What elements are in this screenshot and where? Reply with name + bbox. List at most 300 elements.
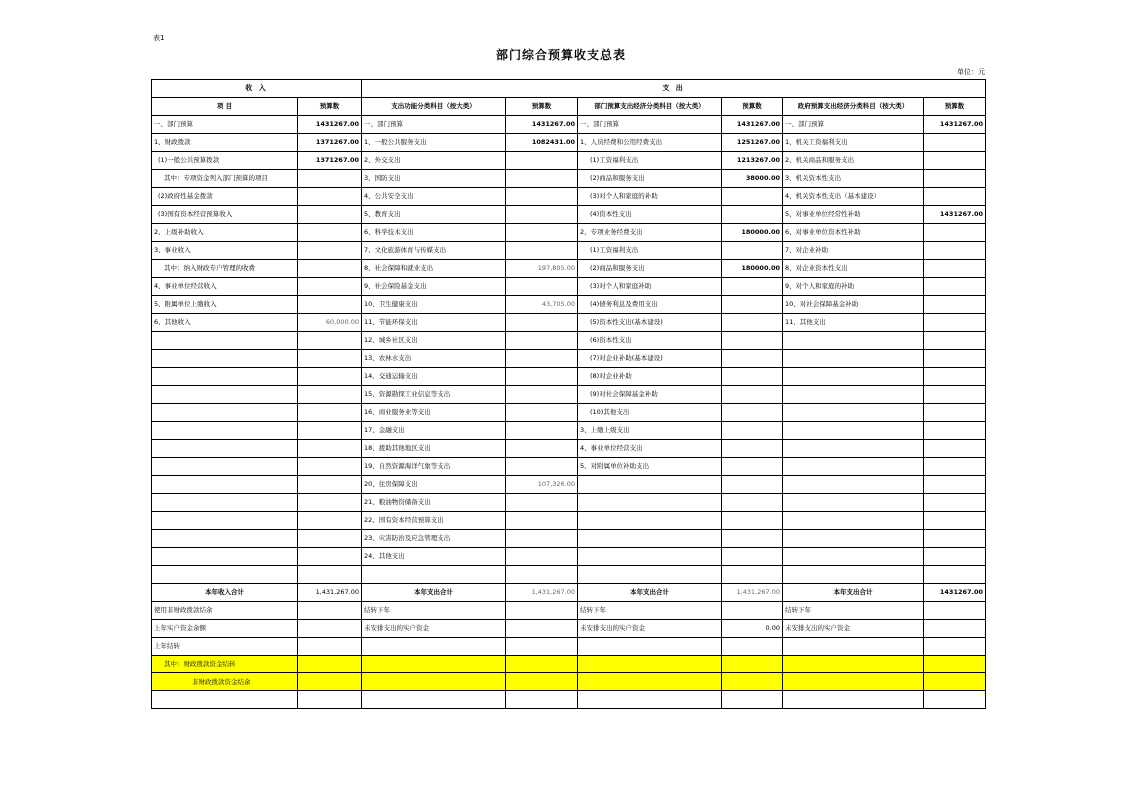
- table-row: [152, 277, 986, 295]
- table-cell: 10、对社会保障基金补助: [783, 295, 924, 313]
- col-header: 预算数: [722, 97, 783, 115]
- table-cell: (4)资本性支出: [578, 205, 722, 223]
- table-cell: [924, 601, 986, 619]
- table-row: [152, 133, 986, 151]
- table-cell: [506, 313, 578, 331]
- table-cell: [722, 547, 783, 565]
- col-header: 支出功能分类科目（按大类）: [362, 97, 506, 115]
- table-cell: [506, 511, 578, 529]
- table-cell: [578, 493, 722, 511]
- table-cell: 60,000.00: [298, 313, 362, 331]
- table-cell: [924, 367, 986, 385]
- table-cell: [722, 313, 783, 331]
- table-cell: 3、上缴上级支出: [578, 421, 722, 439]
- col-header: 预算数: [924, 97, 986, 115]
- table-row: [152, 439, 986, 457]
- table-row: [152, 349, 986, 367]
- table-cell: 1、机关工资福利支出: [783, 133, 924, 151]
- table-cell: [578, 655, 722, 673]
- table-cell: (1)一般公共预算拨款: [152, 151, 298, 169]
- table-cell: [924, 133, 986, 151]
- table-cell: [783, 421, 924, 439]
- table-cell: [298, 529, 362, 547]
- table-cell: 4、公共安全支出: [362, 187, 506, 205]
- table-cell: [362, 691, 506, 709]
- table-cell: [722, 457, 783, 475]
- table-cell: [924, 439, 986, 457]
- footer-row: [152, 637, 986, 655]
- table-row: [152, 223, 986, 241]
- page-title: 部门综合预算收支总表: [495, 48, 626, 62]
- table-cell: 一、部门预算: [362, 115, 506, 133]
- table-cell: 1431267.00: [924, 205, 986, 223]
- table-cell: [578, 511, 722, 529]
- table-cell: [506, 277, 578, 295]
- table-cell: 17、金融支出: [362, 421, 506, 439]
- table-cell: [152, 367, 298, 385]
- table-cell: 21、粮油物资储备支出: [362, 493, 506, 511]
- table-row: [152, 151, 986, 169]
- table-cell: 197,805.00: [506, 259, 578, 277]
- table-cell: [924, 187, 986, 205]
- table-cell: 一、部门预算: [578, 115, 722, 133]
- table-row: [152, 331, 986, 349]
- table-cell: 7、文化旅游体育与传媒支出: [362, 241, 506, 259]
- table-cell: [298, 349, 362, 367]
- table-row: [152, 457, 986, 475]
- table-cell: [722, 187, 783, 205]
- table-cell: [722, 385, 783, 403]
- table-cell: 一、部门预算: [152, 115, 298, 133]
- table-cell: [152, 331, 298, 349]
- table-cell: [924, 547, 986, 565]
- table-cell: [783, 331, 924, 349]
- table-cell: [578, 529, 722, 547]
- table-cell: [152, 493, 298, 511]
- table-row: [152, 205, 986, 223]
- table-cell: [152, 385, 298, 403]
- table-cell: [298, 565, 362, 583]
- table-cell: [924, 295, 986, 313]
- table-cell: 5、附属单位上缴收入: [152, 295, 298, 313]
- table-cell: [578, 475, 722, 493]
- table-cell: [783, 385, 924, 403]
- table-cell: 2、专项业务经费支出: [578, 223, 722, 241]
- table-cell: [924, 565, 986, 583]
- table-cell: [722, 205, 783, 223]
- table-cell: [298, 169, 362, 187]
- table-cell: 3、机关资本性支出: [783, 169, 924, 187]
- table-cell: (2)商品和服务支出: [578, 259, 722, 277]
- table-cell: 20、住房保障支出: [362, 475, 506, 493]
- table-cell: [924, 151, 986, 169]
- table-cell: [578, 691, 722, 709]
- table-cell: 14、交通运输支出: [362, 367, 506, 385]
- table-cell: 其中：纳入财政专户管理的收费: [152, 259, 298, 277]
- table-cell: 4、机关资本性支出（基本建设）: [783, 187, 924, 205]
- table-cell: 8、对企业资本性支出: [783, 259, 924, 277]
- table-cell: [924, 457, 986, 475]
- page-label: 表1: [153, 34, 165, 42]
- table-cell: 其中：专项资金列入部门预算的项目: [152, 169, 298, 187]
- table-cell: [506, 439, 578, 457]
- table-cell: [152, 457, 298, 475]
- table-cell: [506, 673, 578, 691]
- table-cell: [722, 331, 783, 349]
- table-cell: [783, 565, 924, 583]
- table-cell: [722, 637, 783, 655]
- table-cell: [924, 223, 986, 241]
- table-row: [152, 115, 986, 133]
- table-cell: 6、科学技术支出: [362, 223, 506, 241]
- table-cell: [152, 547, 298, 565]
- table-cell: [722, 241, 783, 259]
- table-row: [152, 475, 986, 493]
- table-cell: 4、事业单位经营支出: [578, 439, 722, 457]
- table-row: [152, 403, 986, 421]
- table-cell: 107,326.00: [506, 475, 578, 493]
- table-cell: [506, 547, 578, 565]
- table-cell: [722, 565, 783, 583]
- table-cell: [298, 295, 362, 313]
- col-header: 项 目: [152, 97, 298, 115]
- table-cell: (6)资本性支出: [578, 331, 722, 349]
- table-cell: [722, 277, 783, 295]
- table-cell: [783, 403, 924, 421]
- table-cell: [924, 169, 986, 187]
- table-cell: [924, 421, 986, 439]
- table-cell: [506, 457, 578, 475]
- table-cell: 1、财政拨款: [152, 133, 298, 151]
- table-cell: 1431267.00: [722, 115, 783, 133]
- total-cell: 本年支出合计: [578, 583, 722, 601]
- table-cell: 180000.00: [722, 259, 783, 277]
- table-cell: [924, 691, 986, 709]
- total-cell: 1,431,267.00: [506, 583, 578, 601]
- table-cell: (2)商品和服务支出: [578, 169, 722, 187]
- table-cell: 1431267.00: [506, 115, 578, 133]
- col-header: 预算数: [506, 97, 578, 115]
- table-cell: 1、人员经费和公用经费支出: [578, 133, 722, 151]
- table-cell: 180000.00: [722, 223, 783, 241]
- table-cell: [298, 673, 362, 691]
- table-cell: [152, 691, 298, 709]
- table-cell: 13、农林水支出: [362, 349, 506, 367]
- unit-label: 单位：元: [957, 68, 985, 76]
- table-cell: 24、其他支出: [362, 547, 506, 565]
- table-cell: [152, 529, 298, 547]
- header-row-groups: [152, 80, 986, 98]
- table-cell: [924, 277, 986, 295]
- table-cell: [362, 655, 506, 673]
- table-cell: 非财政拨款资金结余: [152, 673, 298, 691]
- table-cell: [298, 511, 362, 529]
- table-cell: (4)债务利息及费用支出: [578, 295, 722, 313]
- table-cell: 5、对事业单位经常性补助: [783, 205, 924, 223]
- table-cell: [924, 493, 986, 511]
- table-cell: [506, 187, 578, 205]
- table-cell: [506, 223, 578, 241]
- table-cell: [506, 385, 578, 403]
- table-cell: [152, 349, 298, 367]
- footer-row: [152, 673, 986, 691]
- col-header: 部门预算支出经济分类科目（按大类）: [578, 97, 722, 115]
- table-cell: 0.00: [722, 619, 783, 637]
- footer-row: [152, 601, 986, 619]
- footer-row: [152, 691, 986, 709]
- table-cell: [152, 439, 298, 457]
- table-cell: 43,705.00: [506, 295, 578, 313]
- table-cell: [506, 403, 578, 421]
- table-cell: [152, 421, 298, 439]
- table-cell: [362, 673, 506, 691]
- table-cell: 1251267.00: [722, 133, 783, 151]
- table-row: [152, 169, 986, 187]
- table-cell: [298, 403, 362, 421]
- table-cell: [722, 673, 783, 691]
- table-cell: [506, 367, 578, 385]
- table-cell: [722, 511, 783, 529]
- table-cell: [783, 439, 924, 457]
- table-cell: 1、一般公共服务支出: [362, 133, 506, 151]
- table-row: [152, 241, 986, 259]
- table-cell: [924, 385, 986, 403]
- table-cell: [783, 529, 924, 547]
- table-cell: [298, 421, 362, 439]
- table-cell: 38000.00: [722, 169, 783, 187]
- table-cell: 上年结转: [152, 637, 298, 655]
- header-row-columns: [152, 97, 986, 115]
- table-cell: [924, 313, 986, 331]
- table-cell: [506, 691, 578, 709]
- table-cell: 7、对企业补助: [783, 241, 924, 259]
- table-cell: (3)对个人和家庭补助: [578, 277, 722, 295]
- table-cell: 结转下年: [783, 601, 924, 619]
- table-cell: [506, 349, 578, 367]
- table-cell: [506, 241, 578, 259]
- table-cell: [506, 205, 578, 223]
- table-cell: [298, 457, 362, 475]
- table-cell: 2、外交支出: [362, 151, 506, 169]
- table-cell: [722, 655, 783, 673]
- table-row: [152, 187, 986, 205]
- table-cell: [298, 691, 362, 709]
- table-cell: 未安排支出的实户资金: [783, 619, 924, 637]
- table-cell: [152, 565, 298, 583]
- table-cell: (8)对企业补助: [578, 367, 722, 385]
- table-cell: [783, 493, 924, 511]
- total-cell: 1,431,267.00: [298, 583, 362, 601]
- table-row: [152, 259, 986, 277]
- table-cell: (7)对企业补助(基本建设): [578, 349, 722, 367]
- table-cell: [298, 385, 362, 403]
- table-row: [152, 511, 986, 529]
- table-cell: [924, 655, 986, 673]
- table-cell: [924, 259, 986, 277]
- table-cell: [783, 457, 924, 475]
- table-cell: (5)资本性支出(基本建设): [578, 313, 722, 331]
- table-row: [152, 313, 986, 331]
- table-cell: [924, 475, 986, 493]
- table-cell: 3、事业收入: [152, 241, 298, 259]
- table-cell: [506, 331, 578, 349]
- table-cell: (3)对个人和家庭的补助: [578, 187, 722, 205]
- table-cell: [298, 637, 362, 655]
- total-cell: 1,431,267.00: [722, 583, 783, 601]
- table-cell: [722, 529, 783, 547]
- table-cell: 9、对个人和家庭的补助: [783, 277, 924, 295]
- table-row: [152, 421, 986, 439]
- table-cell: 5、对附属单位补助支出: [578, 457, 722, 475]
- table-cell: (1)工资福利支出: [578, 241, 722, 259]
- table-cell: [924, 673, 986, 691]
- table-cell: [152, 511, 298, 529]
- table-cell: [298, 259, 362, 277]
- table-cell: [506, 565, 578, 583]
- table-cell: [722, 493, 783, 511]
- table-cell: [924, 511, 986, 529]
- footer-row: [152, 655, 986, 673]
- table-cell: [506, 493, 578, 511]
- table-cell: 使用非财政拨款结余: [152, 601, 298, 619]
- table-cell: 22、国有资本经营预算支出: [362, 511, 506, 529]
- table-cell: [783, 691, 924, 709]
- table-cell: [506, 655, 578, 673]
- table-cell: 上年实户资金余额: [152, 619, 298, 637]
- table-cell: [298, 493, 362, 511]
- table-row: [152, 529, 986, 547]
- table-cell: 其中：财政拨款资金结转: [152, 655, 298, 673]
- table-cell: [298, 241, 362, 259]
- table-cell: [924, 403, 986, 421]
- table-cell: 3、国防支出: [362, 169, 506, 187]
- table-cell: [722, 439, 783, 457]
- table-cell: 12、城乡社区支出: [362, 331, 506, 349]
- table-cell: 1371267.00: [298, 133, 362, 151]
- total-cell: 本年支出合计: [783, 583, 924, 601]
- table-cell: [924, 349, 986, 367]
- totals-row: [152, 583, 986, 601]
- table-cell: 一、部门预算: [783, 115, 924, 133]
- expense-header: 支 出: [362, 80, 986, 98]
- table-cell: [506, 601, 578, 619]
- table-cell: [924, 619, 986, 637]
- table-cell: [506, 169, 578, 187]
- table-cell: [362, 637, 506, 655]
- table-cell: [506, 529, 578, 547]
- table-cell: (1)工资福利支出: [578, 151, 722, 169]
- table-cell: 11、节能环保支出: [362, 313, 506, 331]
- table-cell: 未安排支出的实户资金: [362, 619, 506, 637]
- table-cell: [783, 673, 924, 691]
- table-cell: 8、社会保障和就业支出: [362, 259, 506, 277]
- col-header: 政府预算支出经济分类科目（按大类）: [783, 97, 924, 115]
- table-row: [152, 565, 986, 583]
- table-cell: (9)对社会保障基金补助: [578, 385, 722, 403]
- table-cell: 1431267.00: [298, 115, 362, 133]
- table-cell: [924, 637, 986, 655]
- table-cell: (3)国有资本经营预算收入: [152, 205, 298, 223]
- table-cell: [722, 295, 783, 313]
- table-cell: 结转下年: [362, 601, 506, 619]
- table-cell: 23、灾害防治及应急管理支出: [362, 529, 506, 547]
- table-cell: 2、上级补助收入: [152, 223, 298, 241]
- table-cell: [298, 187, 362, 205]
- table-cell: [783, 637, 924, 655]
- table-cell: [298, 601, 362, 619]
- table-cell: [578, 547, 722, 565]
- table-cell: [924, 331, 986, 349]
- table-row: [152, 493, 986, 511]
- table-cell: 1371267.00: [298, 151, 362, 169]
- table-cell: 19、自然资源海洋气象等支出: [362, 457, 506, 475]
- table-cell: [506, 637, 578, 655]
- table-cell: 2、机关商品和服务支出: [783, 151, 924, 169]
- table-row: [152, 367, 986, 385]
- table-cell: [783, 655, 924, 673]
- table-cell: [722, 349, 783, 367]
- table-cell: [506, 619, 578, 637]
- table-cell: [362, 565, 506, 583]
- table-cell: 1213267.00: [722, 151, 783, 169]
- col-header: 预算数: [298, 97, 362, 115]
- table-cell: 未安排支出的实户资金: [578, 619, 722, 637]
- table-cell: [924, 241, 986, 259]
- table-cell: 5、教育支出: [362, 205, 506, 223]
- table-cell: [924, 529, 986, 547]
- table-cell: [506, 151, 578, 169]
- table-cell: [783, 367, 924, 385]
- table-cell: [722, 421, 783, 439]
- table-cell: 结转下年: [578, 601, 722, 619]
- table-cell: [722, 601, 783, 619]
- table-cell: 1082431.00: [506, 133, 578, 151]
- table-row: [152, 547, 986, 565]
- budget-table: [151, 79, 986, 709]
- table-cell: [152, 403, 298, 421]
- footer-row: [152, 619, 986, 637]
- table-cell: [578, 565, 722, 583]
- table-cell: (2)政府性基金拨款: [152, 187, 298, 205]
- table-cell: [783, 475, 924, 493]
- table-cell: [783, 547, 924, 565]
- table-cell: [578, 637, 722, 655]
- table-cell: 10、卫生健康支出: [362, 295, 506, 313]
- table-cell: [298, 439, 362, 457]
- table-cell: 6、其他收入: [152, 313, 298, 331]
- table-cell: [722, 691, 783, 709]
- table-cell: [722, 367, 783, 385]
- table-cell: [722, 475, 783, 493]
- table-cell: [298, 475, 362, 493]
- table-cell: 15、资源勘探工业信息等支出: [362, 385, 506, 403]
- table-cell: 16、商业服务业等支出: [362, 403, 506, 421]
- table-cell: 1431267.00: [924, 115, 986, 133]
- table-cell: [298, 331, 362, 349]
- table-cell: [578, 673, 722, 691]
- table-cell: 9、社会保险基金支出: [362, 277, 506, 295]
- table-row: [152, 385, 986, 403]
- table-cell: 18、援助其他地区支出: [362, 439, 506, 457]
- table-cell: [298, 205, 362, 223]
- table-cell: 11、其他支出: [783, 313, 924, 331]
- table-cell: 4、事业单位经营收入: [152, 277, 298, 295]
- table-cell: [152, 475, 298, 493]
- table-cell: [783, 349, 924, 367]
- total-cell: 本年收入合计: [152, 583, 298, 601]
- table-cell: [298, 547, 362, 565]
- table-cell: [298, 223, 362, 241]
